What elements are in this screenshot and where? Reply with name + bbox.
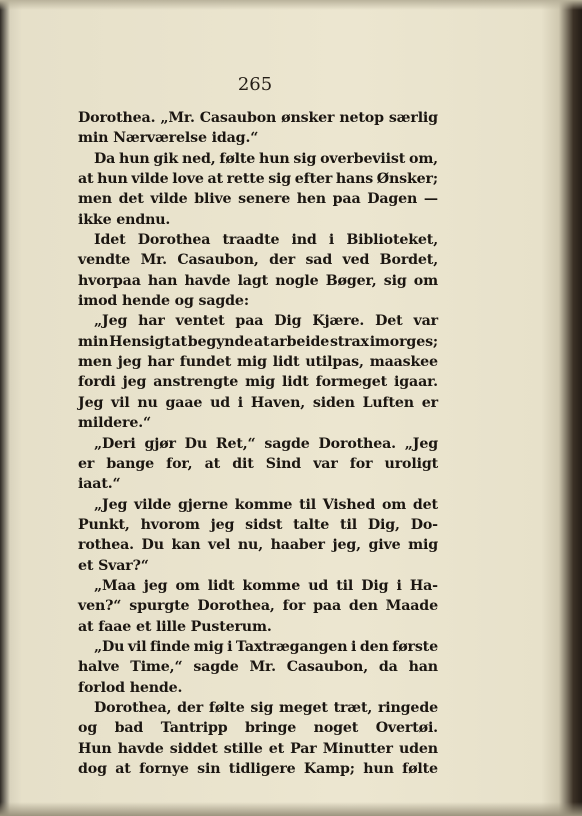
word: var [313,455,338,472]
word: jeg [117,354,142,371]
word: uroligt [384,455,438,472]
word: i [328,232,335,249]
word: halve [78,659,120,676]
word: Punkt, [78,516,130,533]
text-line [78,657,438,677]
word: ven?“ [78,598,122,615]
word: Ønsker; [376,171,438,188]
text-line [78,678,438,698]
word: sig [268,171,292,188]
text-line [78,250,438,270]
word: i [237,394,244,411]
text-line [78,393,438,413]
word: igaar. [394,374,438,391]
word: den [348,598,378,615]
word: Pusterum. [190,618,272,635]
word: min [78,130,114,147]
word: hende [121,293,175,310]
word: vilde [150,191,188,208]
word: siden [312,394,355,411]
text-line [78,108,438,128]
word: siddet [169,740,218,757]
word: ventet [175,313,225,330]
word: første [392,638,438,655]
word: Time,“ [130,659,183,676]
text-line [78,149,438,169]
page-top-shadow [0,0,582,10]
word: mig [237,354,267,371]
word: at [78,618,99,635]
word: i [351,638,357,655]
word: et [135,618,157,635]
text-line [78,576,438,596]
word: Bordet, [379,252,438,269]
word: følte [219,150,256,167]
word: utilpas, [305,354,364,371]
word: ud [308,577,329,594]
word: jeg [122,374,147,391]
word: hun [259,150,290,167]
word: lagt [237,272,269,289]
word: til [299,496,316,513]
text-line [78,189,438,209]
word: da [378,659,398,676]
word: for, [166,455,193,472]
word: i [396,577,402,594]
word: sagde: [198,293,249,310]
word: hende. [129,679,183,696]
text-line [78,128,438,148]
text-line [78,352,438,372]
word: nu, [237,537,263,554]
word: Dorothea [137,232,211,249]
body-text [78,108,438,779]
word: sig [293,150,317,167]
word: vilde [131,171,169,188]
word: Maade [385,598,438,615]
word: gjør [144,435,176,452]
word: vel [208,537,231,554]
word: nogle [275,272,319,289]
word: Minutter [322,740,393,757]
word: hvorpaa [78,272,141,289]
word: Det [375,313,403,330]
word: „Deri [94,435,136,452]
word: Kamp; [303,761,355,777]
word: lidt [207,577,235,594]
text-line [78,556,438,576]
word: er [78,455,95,472]
word: dit [232,455,254,472]
word: han [147,272,178,289]
word: give [368,537,401,554]
word: noget [313,720,359,737]
text-line [78,210,438,230]
word: om [413,272,438,289]
word: „Mr. [160,110,195,126]
word: fornye [139,761,189,777]
word: hvorom [140,516,200,533]
word: ringede [377,699,438,716]
word: forlod [78,679,130,696]
word: dog [78,761,107,777]
word: for [349,455,373,472]
word: mig [245,374,275,391]
word: at [253,333,270,350]
word: Svar?“ [98,557,149,574]
text-line [78,759,438,779]
word: imod [78,293,122,310]
text-line [78,311,438,331]
word: Dig, [367,516,400,533]
word: lille [156,618,191,635]
word: ved [342,252,370,269]
word: paa [235,313,264,330]
word: Da [94,150,116,167]
word: anstrengte [153,374,239,391]
word: Mr. [140,252,167,269]
word: sig [383,272,407,289]
word: har [138,313,165,330]
word: min [78,333,109,350]
page-number: 265 [237,74,273,95]
word: jeg [210,516,235,533]
word: „Maa [94,577,136,594]
word: nu [137,394,158,411]
word: at [204,455,221,472]
word: Vished [322,496,376,513]
word: for [282,598,306,615]
word: Haven, [250,394,306,411]
word: Overtøi. [375,720,438,737]
text-line [78,413,438,433]
word: Biblioteket, [346,232,438,249]
word: er [421,394,438,411]
word: maaskee [369,354,438,371]
word: fundet [179,354,232,371]
word: overbeviist [320,150,406,167]
word: Idet [94,232,126,249]
word: Dig [361,577,389,594]
text-line [78,596,438,616]
word: følte [402,761,438,777]
word: love [172,171,204,188]
word: „Jeg [404,435,438,452]
word: Tantripp [160,720,228,737]
text-line [78,617,438,637]
word: arbeide [270,333,330,350]
word: et [268,740,285,757]
word: paa [332,191,361,208]
word: om [175,577,200,594]
word: rette [226,171,265,188]
word: ønsker [281,110,335,126]
word: komme [234,496,293,513]
word: et [78,557,99,574]
word: Dig [274,313,302,330]
word: fordi [78,374,116,391]
word: og [174,293,199,310]
word: Ha- [409,577,438,594]
word: om [381,496,407,513]
word: strax [329,333,369,350]
word: senere [238,191,291,208]
word: Nærværelse [113,130,212,147]
word: ned, [181,150,216,167]
word: lidt [272,354,300,371]
word: Dorothea, [197,598,275,615]
word: Mr. [249,659,276,676]
word: mildere.“ [78,415,151,432]
word: sin [197,761,221,777]
word: Dorothea. [318,435,396,452]
word: gjerne [177,496,228,513]
word: — [423,191,438,208]
word: Hun [78,740,112,757]
word: Dorothea, [94,699,172,716]
page-bottom-shadow [0,802,582,816]
word: bringe [245,720,297,737]
word: idag.“ [211,130,259,147]
word: sidst [245,516,283,533]
word: Dorothea. [78,110,156,126]
word: spurgte [129,598,190,615]
word: Do- [410,516,438,533]
text-line [78,515,438,535]
word: Ret,“ [215,435,256,452]
word: vilde [133,496,172,513]
text-line [78,739,438,759]
word: havde [117,740,164,757]
word: til [336,577,354,594]
word: Jeg [78,394,104,411]
word: sagde [264,435,310,452]
text-line [78,698,438,718]
text-line [78,535,438,555]
word: Luften [362,394,414,411]
word: ud [210,394,230,411]
word: Taxtrægangen [235,638,348,655]
word: mig [408,537,438,554]
word: „Jeg [94,496,128,513]
text-line [78,454,438,474]
word: den [359,638,389,655]
word: jeg, [332,537,361,554]
word: imorges; [369,333,438,350]
word: særlig [388,110,438,126]
word: faae [98,618,136,635]
word: Bøger, [325,272,377,289]
word: ind [291,232,317,249]
word: komme [242,577,301,594]
text-line [78,291,438,311]
word: sagde [193,659,239,676]
text-line [78,495,438,515]
text-line [78,718,438,738]
word: men [78,191,112,208]
word: talte [293,516,330,533]
word: bad [114,720,144,737]
word: at [78,171,94,188]
word: gik [153,150,179,167]
word: Du [184,435,207,452]
word: uden [399,740,438,757]
word: „Jeg [94,313,128,330]
text-line [78,332,438,352]
word: sad [305,252,333,269]
word: vil [111,394,130,411]
word: Kjære. [312,313,365,330]
word: der [269,252,296,269]
word: at [171,333,187,350]
word: hun [119,150,150,167]
text-line [78,372,438,392]
word: haaber [270,537,325,554]
word: vil [127,638,147,655]
word: Sind [265,455,302,472]
word: vendte [78,252,131,269]
word: ikke [78,211,117,228]
word: han [408,659,438,676]
word: Casaubon [199,110,277,126]
word: har [147,354,174,371]
word: kan [171,537,201,554]
word: begynde [187,333,254,350]
word: det [412,496,438,513]
word: tidligere [228,761,296,777]
word: Dagen [367,191,418,208]
word: Du [141,537,164,554]
word: hans [335,171,374,188]
word: iaat.“ [78,476,121,493]
word: Hensigt [109,333,171,350]
word: sig [250,699,274,716]
word: til [340,516,357,533]
word: Casaubon, [286,659,369,676]
word: om, [409,150,438,167]
word: endnu. [116,211,171,228]
word: lidt [282,374,309,391]
word: efter [294,171,333,188]
word: rothea. [78,537,134,554]
word: „Du [94,638,125,655]
text-line [78,169,438,189]
word: bange [106,455,154,472]
text-line [78,474,438,494]
word: gaae [165,394,203,411]
text-line [78,637,438,657]
word: finde [150,638,191,655]
word: hun [97,171,128,188]
word: i [227,638,233,655]
word: netop [339,110,384,126]
word: det [118,191,144,208]
text-line [78,271,438,291]
word: jeg [143,577,168,594]
word: stille [223,740,263,757]
text-line [78,230,438,250]
word: og [78,720,98,737]
word: havde [184,272,231,289]
text-line [78,434,438,454]
word: følte [208,699,245,716]
word: meget [279,699,328,716]
word: hun [363,761,394,777]
word: Casaubon, [177,252,259,269]
word: var [413,313,438,330]
word: blive [194,191,232,208]
word: traadte [222,232,280,249]
word: men [78,354,112,371]
word: træt, [333,699,373,716]
word: formeget [315,374,388,391]
word: hen [296,191,326,208]
word: at [115,761,131,777]
word: der [177,699,204,716]
word: paa [313,598,341,615]
word: Par [290,740,317,757]
word: at [207,171,223,188]
word: mig [193,638,224,655]
